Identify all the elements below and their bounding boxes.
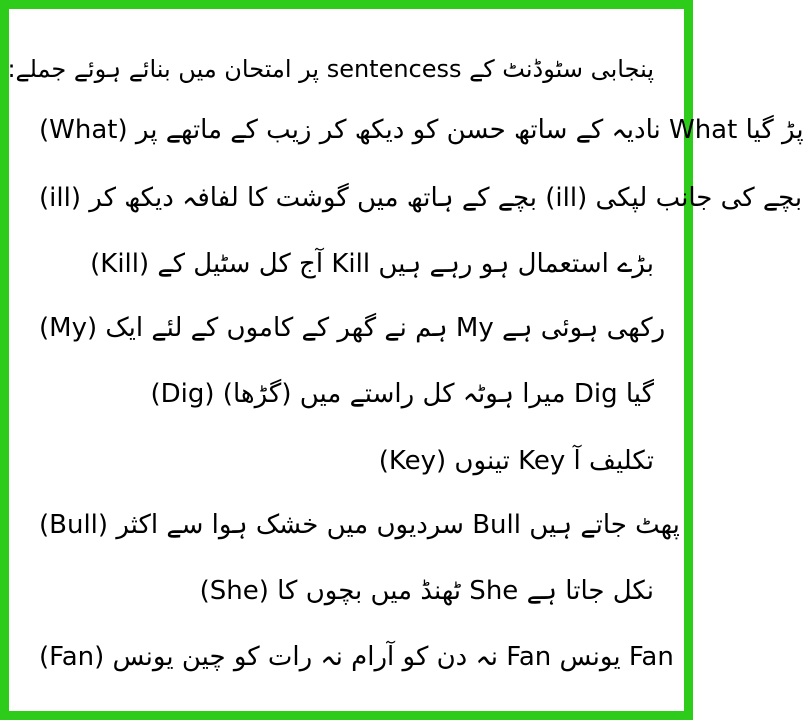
sentence-what: (What) نادیہ کے ساتھ حسن کو دیکھ کر زیب کے ماتھے پر What پڑ گیا: [39, 115, 804, 145]
sentence-bull: (Bull) سردیوں میں خشک ہوا سے اکثر Bull پھٹ جاتے ہیں: [39, 510, 680, 540]
sentence-kill: (Kill) آج کل سٹیل کے Kill بڑے استعمال ہو رہے ہیں: [90, 249, 654, 279]
sentence-ill: (ill) بچے کے ہاتھ میں گوشت کا لفافہ دیکھ کر (ill) بچے کی جانب لپکی: [39, 183, 803, 213]
sentence-dig: (Dig) (گڑھا) میرا ہوٹہ کل راستے میں Dig گیا: [150, 379, 654, 409]
sentence-she: (She) ٹھنڈ میں بچوں کا She نکل جاتا ہے: [199, 576, 654, 606]
sentence-fan: (Fan) نہ دن کو آرام نہ رات کو چین یونس Fan یونس Fan: [39, 642, 674, 672]
heading-line: پنجابی سٹوڈنٹ کے sentencess پر امتحان میں بنائے ہوئے جملے:: [7, 55, 654, 83]
text-block: [7, 45, 804, 691]
sentence-my: (My) ہم نے گھر کے کاموں کے لئے ایک My رکھی ہوئی ہے: [39, 313, 666, 343]
sentence-key: (Key) تینوں Key تکلیف آ: [378, 446, 654, 476]
